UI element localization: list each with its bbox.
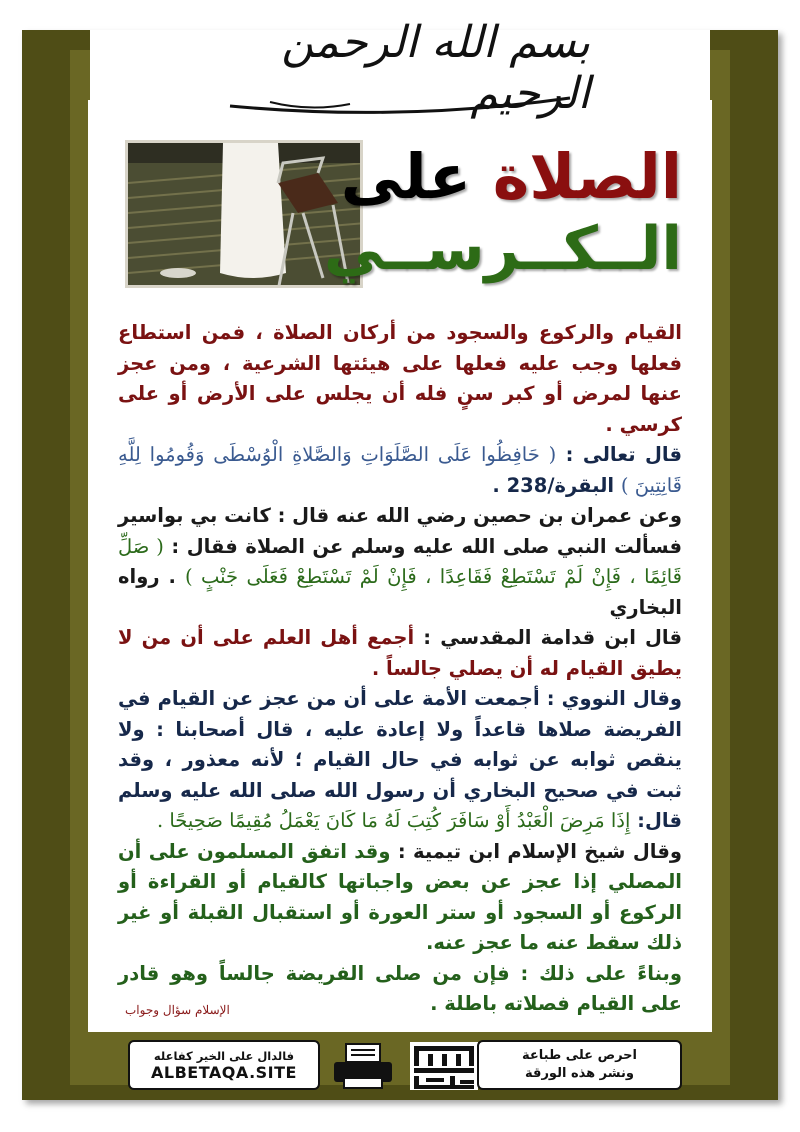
hadith-text: ( صَلِّ قَائِمًا ، فَإِنْ لَمْ تَسْتَطِعْ فَقَاعِدًا ، فَإِنْ لَمْ تَسْتَطِعْ فَعَلَى جَنْبٍ ) (118, 534, 683, 588)
nawawi-hadith: إِذَا مَرِضَ الْعَبْدُ أَوْ سَافَرَ كُتِبَ لَهُ مَا كَانَ يَعْمَلُ مُقِيمًا صَحِيحًا . (156, 809, 631, 832)
main-title (341, 140, 682, 213)
basmala-calligraphy (210, 18, 590, 118)
footer-bar (128, 1040, 682, 1092)
paragraph-hadith-imran (118, 501, 682, 623)
title-word-salat: الصلاة (492, 140, 682, 213)
footer-print-box (477, 1040, 682, 1090)
footer-print-line1: احرص على طباعة (522, 1048, 637, 1063)
paragraph-intro: القيام والركوع والسجود من أركان الصلاة ، فمن استطاع فعلها وجب عليه فعلها على هيئتها الشرعية ، ومن عجز عنها لمرض أو كبر سنٍ فله أن يجلس على الأرض أو على كرسي . (118, 321, 682, 436)
footer-site-box (128, 1040, 320, 1090)
paragraph-ibn-taymiyya (118, 837, 682, 959)
nawawi-quote: وقال النووي : أجمعت الأمة على أن من عجز عن القيام في الفريضة صلاها قاعداً ولا إعادة عليه ، قال أصحابنا : ولا ينقص ثوابه عن ثوابه في حال القيام ؛ لأنه معذور ، وقد ثبت في صحيح البخاري أن رسول الله صلى الله عليه وسلم قال: (118, 687, 682, 832)
ibn-qudama-lead: قال ابن قدامة المقدسي : (414, 626, 682, 649)
title-word-ala: على (340, 140, 472, 213)
paragraph-ibn-qudama (118, 623, 682, 684)
quran-reference: البقرة/238 . (492, 473, 621, 497)
article-body (118, 318, 682, 1020)
ibn-taymiyya-lead: وقال شيخ الإسلام ابن تيمية : (390, 839, 682, 863)
footer-print-line2: ونشر هذه الورقة (525, 1066, 634, 1081)
footer-site-link[interactable]: ALBETAQA.SITE (151, 1062, 297, 1082)
source-credit: الإسلام سؤال وجواب (125, 1003, 230, 1017)
footer-saying: فالدال على الخير كفاعله (153, 1048, 295, 1063)
basmala-flourish (210, 78, 590, 118)
paragraph-quran (118, 440, 682, 501)
printer-icon (328, 1042, 398, 1090)
dawa-logo (408, 1040, 480, 1092)
paragraph-conclusion: وبناءً على ذلك : فإن من صلى الفريضة جالساً وهو قادر على القيام فصلاته باطلة . (118, 961, 682, 1015)
hadith-reference: . رواه البخاري (118, 565, 682, 619)
quran-lead: قال تعالى : (556, 443, 682, 466)
paragraph-nawawi (118, 684, 682, 837)
ibn-taymiyya-quote: وقد اتفق المسلمون على أن المصلي إذا عجز عن بعض واجباتها كالقيام أو القراءة أو الركوع أو السجود أو ستر العورة أو استقبال القبلة أو غير ذلك سقط عنه ما عجز عنه. (118, 839, 682, 954)
quran-verse: ( حَافِظُوا عَلَى الصَّلَوَاتِ وَالصَّلاةِ الْوُسْطَى وَقُومُوا لِلَّهِ قَانِتِينَ ) (118, 443, 682, 497)
title-word-kursi: الــكــرســي (323, 214, 682, 284)
hadith-lead: وعن عمران بن حصين رضي الله عنه قال : كانت بي بواسير فسألت النبي صلى الله عليه وسلم عن الصلاة فقال : (118, 504, 682, 558)
ibn-qudama-quote: أجمع أهل العلم على أن من لا يطيق القيام له أن يصلي جالساً . (118, 626, 682, 680)
basmala-text: بسم الله الرحمن الرحيم (281, 17, 590, 119)
